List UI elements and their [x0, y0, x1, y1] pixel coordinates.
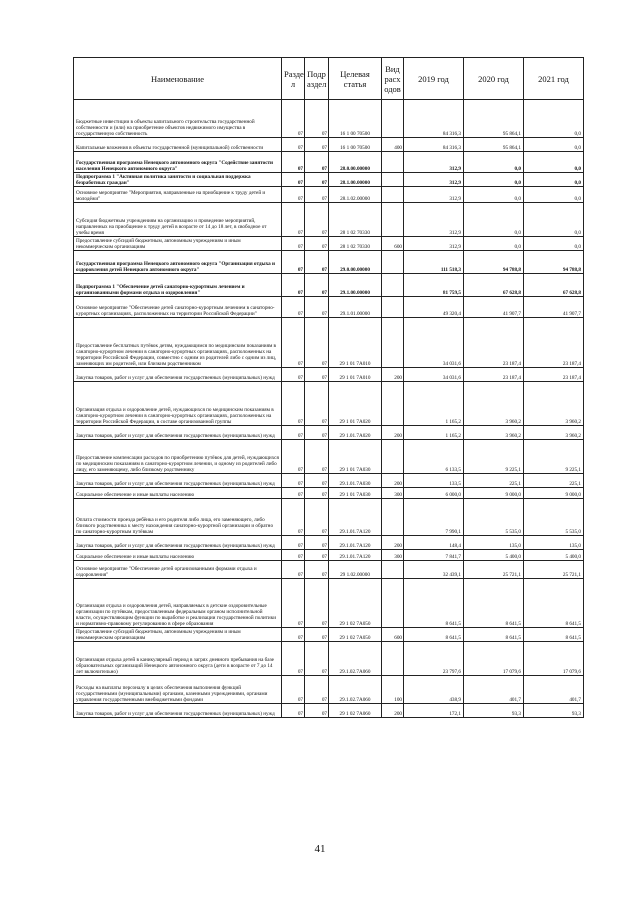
row-target-article-cell: 29 1 02 7А050 — [329, 628, 382, 642]
row-podrazdel-cell: 07 — [305, 138, 329, 152]
row-podrazdel-cell: 07 — [305, 704, 329, 718]
row-expense-type-cell: 600 — [382, 237, 404, 251]
row-year-2019-cell: 111 518,3 — [404, 251, 464, 274]
row-podrazdel-cell: 07 — [305, 561, 329, 579]
row-year-2019-cell: 84 316,3 — [404, 138, 464, 152]
table-row — [74, 704, 584, 718]
row-year-2021-cell: 93,3 — [524, 704, 584, 718]
row-year-2020-cell: 135,0 — [464, 536, 524, 550]
row-name-cell: Государственная программа Ненецкого автономного округа "Содействие занятости населения Ненецкого автономного округа" — [74, 152, 282, 173]
table-row — [74, 628, 584, 642]
table-row — [74, 579, 584, 628]
row-target-article-cell: 29.1.01.7А120 — [329, 499, 382, 536]
row-year-2019-cell: 34 031,6 — [404, 318, 464, 368]
row-expense-type-cell — [382, 251, 404, 274]
row-podrazdel-cell: 07 — [305, 488, 329, 499]
header-razdel: Разде л — [282, 58, 305, 100]
row-year-2020-cell: 3 960,2 — [464, 382, 524, 426]
row-expense-type-cell: 200 — [382, 536, 404, 550]
row-year-2021-cell: 3 960,2 — [524, 382, 584, 426]
row-year-2019-cell: 148,4 — [404, 536, 464, 550]
row-target-article-cell: 29 1.02.00000 — [329, 561, 382, 579]
row-name-cell: Бюджетные инвестиции в объекты капитального строительства государственной собственности и (или) на приобретение объектов недвижимого имущества в государственную собственность — [74, 100, 282, 138]
row-expense-type-cell: 100 — [382, 676, 404, 704]
row-target-article-cell: 28.1.02.00000 — [329, 187, 382, 203]
row-name-cell: Предоставление субсидий бюджетным, автономным учреждениям и иным некоммерческим организациям — [74, 237, 282, 251]
row-podrazdel-cell: 07 — [305, 642, 329, 676]
row-target-article-cell: 29 1 01 7А010 — [329, 318, 382, 368]
row-year-2020-cell: 0,0 — [464, 187, 524, 203]
row-podrazdel-cell: 07 — [305, 382, 329, 426]
row-year-2020-cell: 25 721,1 — [464, 561, 524, 579]
row-podrazdel-cell: 07 — [305, 426, 329, 440]
row-name-cell: Организация отдыха детей в каникулярный период в загрях дневного пребывания на базе образовательных организаций Ненецкого автономного округа (дети в возрасте от 7 до 14 лет включительно) — [74, 642, 282, 676]
row-target-article-cell: 29 1 01 7А020 — [329, 382, 382, 426]
row-year-2021-cell: 0,0 — [524, 173, 584, 187]
row-name-cell: Основное мероприятие "Мероприятия, направленные на приобщение к труду детей и молодёжи" — [74, 187, 282, 203]
row-target-article-cell: 29.1.01.7А120 — [329, 550, 382, 561]
table-row — [74, 499, 584, 536]
table-row — [74, 152, 584, 173]
row-razdel-cell: 07 — [282, 426, 305, 440]
row-year-2021-cell: 8 641,5 — [524, 579, 584, 628]
row-target-article-cell: 29 1 01 7А030 — [329, 440, 382, 474]
row-podrazdel-cell: 07 — [305, 274, 329, 297]
row-target-article-cell: 29.1.01.7А030 — [329, 474, 382, 488]
row-target-article-cell: 29 1 01 7А010 — [329, 368, 382, 382]
row-expense-type-cell: 400 — [382, 138, 404, 152]
table-body — [74, 100, 584, 718]
row-target-article-cell: 29 1.01.7А020 — [329, 426, 382, 440]
row-year-2021-cell: 9 000,0 — [524, 488, 584, 499]
row-podrazdel-cell: 07 — [305, 152, 329, 173]
header-podrazdel: Подр аздел — [305, 58, 329, 100]
row-year-2020-cell: 0,0 — [464, 152, 524, 173]
table-row — [74, 297, 584, 318]
row-name-cell: Социальное обеспечение и иные выплаты населению — [74, 550, 282, 561]
row-razdel-cell: 07 — [282, 187, 305, 203]
row-podrazdel-cell: 07 — [305, 318, 329, 368]
row-name-cell: Закупка товаров, работ и услуг для обеспечения государственных (муниципальных) нужд — [74, 426, 282, 440]
row-year-2021-cell: 67 628,8 — [524, 274, 584, 297]
row-razdel-cell: 07 — [282, 297, 305, 318]
budget-table-sheet — [73, 57, 583, 718]
row-target-article-cell: 28.0.00.00000 — [329, 152, 382, 173]
row-razdel-cell: 07 — [282, 173, 305, 187]
row-year-2019-cell: 6 133,5 — [404, 440, 464, 474]
table-row — [74, 274, 584, 297]
table-row — [74, 318, 584, 368]
row-podrazdel-cell: 07 — [305, 187, 329, 203]
row-name-cell: Закупка товаров, работ и услуг для обеспечения государственных (муниципальных) нужд — [74, 474, 282, 488]
row-target-article-cell: 16 1 00 70500 — [329, 100, 382, 138]
row-year-2020-cell: 8 641,5 — [464, 579, 524, 628]
row-name-cell: Расходы на выплаты персоналу в целях обеспечения выполнения функций государственными (муниципальными) органами, казенными учреждениями, органами управления государственными внебюджетными фондами — [74, 676, 282, 704]
row-year-2020-cell: 95 864,1 — [464, 138, 524, 152]
table-header-row — [74, 58, 584, 100]
row-podrazdel-cell: 07 — [305, 536, 329, 550]
budget-table — [73, 57, 584, 718]
row-expense-type-cell — [382, 579, 404, 628]
row-year-2019-cell: 312,9 — [404, 187, 464, 203]
row-name-cell: Закупка товаров, работ и услуг для обеспечения государственных (муниципальных) нужд — [74, 536, 282, 550]
row-razdel-cell: 07 — [282, 628, 305, 642]
row-target-article-cell: 29.0.00.00000 — [329, 251, 382, 274]
row-podrazdel-cell: 07 — [305, 173, 329, 187]
row-year-2021-cell: 225,1 — [524, 474, 584, 488]
row-year-2020-cell: 0,0 — [464, 173, 524, 187]
row-razdel-cell: 07 — [282, 100, 305, 138]
row-podrazdel-cell: 07 — [305, 297, 329, 318]
page-number: 41 — [314, 843, 326, 855]
row-year-2021-cell: 0,0 — [524, 138, 584, 152]
row-target-article-cell: 29.1.02.7А060 — [329, 642, 382, 676]
row-name-cell: Социальное обеспечение и иные выплаты населению — [74, 488, 282, 499]
row-expense-type-cell — [382, 100, 404, 138]
header-name: Наименование — [74, 58, 282, 100]
row-name-cell: Субсидия бюджетным учреждениям на организацию и проведение мероприятий, направленных на приобщение к труду детей в возрасте от 14 до 18 лет, в свободное от учебы время — [74, 203, 282, 237]
header-target-article: Целевая статья — [329, 58, 382, 100]
row-year-2020-cell: 225,1 — [464, 474, 524, 488]
row-year-2019-cell: 8 641,5 — [404, 628, 464, 642]
table-row — [74, 203, 584, 237]
row-name-cell: Закупка товаров, работ и услуг для обеспечения государственных (муниципальных) нужд — [74, 704, 282, 718]
row-year-2020-cell: 23 187,4 — [464, 368, 524, 382]
row-target-article-cell: 29 1 02 7А060 — [329, 704, 382, 718]
row-name-cell: Организация отдыха и оздоровления детей, направляемых в детские оздоровительные организации по путёвкам, предоставленным федеральным органом исполнительной власти, осуществляющим функции по выработке и реализации государственной политики и нормативно-правовому регулированию в сфере образования — [74, 579, 282, 628]
row-target-article-cell: 28 1 02 70330 — [329, 203, 382, 237]
row-razdel-cell: 07 — [282, 237, 305, 251]
row-year-2019-cell: 438,9 — [404, 676, 464, 704]
table-row — [74, 550, 584, 561]
row-year-2021-cell: 94 788,8 — [524, 251, 584, 274]
row-expense-type-cell — [382, 152, 404, 173]
row-year-2021-cell: 41 907,7 — [524, 297, 584, 318]
row-year-2019-cell: 7 990,1 — [404, 499, 464, 536]
row-expense-type-cell: 200 — [382, 426, 404, 440]
table-row — [74, 676, 584, 704]
row-year-2020-cell: 9 000,0 — [464, 488, 524, 499]
row-year-2019-cell: 6 000,0 — [404, 488, 464, 499]
row-year-2021-cell: 25 721,1 — [524, 561, 584, 579]
row-expense-type-cell — [382, 642, 404, 676]
row-target-article-cell: 28 1 02 70330 — [329, 237, 382, 251]
row-year-2019-cell: 1 165,2 — [404, 382, 464, 426]
row-expense-type-cell: 200 — [382, 368, 404, 382]
row-podrazdel-cell: 07 — [305, 251, 329, 274]
row-razdel-cell: 07 — [282, 579, 305, 628]
row-expense-type-cell: 200 — [382, 474, 404, 488]
row-year-2021-cell: 5 400,0 — [524, 550, 584, 561]
row-year-2020-cell: 401,7 — [464, 676, 524, 704]
table-row — [74, 536, 584, 550]
row-name-cell: Организация отдыха и оздоровление детей, нуждающихся по медицинским показаниям в санаторно-курортном лечении в санаторно-курортных организациях, расположенных на территории Российской Федерации, в составе организованной группы — [74, 382, 282, 426]
row-expense-type-cell — [382, 187, 404, 203]
row-name-cell: Предоставление субсидий бюджетным, автономным учреждениям и иным некоммерческим организациям — [74, 628, 282, 642]
row-podrazdel-cell: 07 — [305, 368, 329, 382]
row-name-cell: Подпрограмма 1 "Активная политика занятости и социальная поддержка безработных граждан" — [74, 173, 282, 187]
row-year-2019-cell: 133,5 — [404, 474, 464, 488]
row-year-2019-cell: 1 165,2 — [404, 426, 464, 440]
row-year-2021-cell: 0,0 — [524, 187, 584, 203]
table-row — [74, 488, 584, 499]
row-razdel-cell: 07 — [282, 704, 305, 718]
row-year-2019-cell: 34 031,6 — [404, 368, 464, 382]
row-year-2021-cell: 5 535,0 — [524, 499, 584, 536]
table-row — [74, 474, 584, 488]
row-target-article-cell: 29.1.00.00000 — [329, 274, 382, 297]
row-year-2019-cell: 172,1 — [404, 704, 464, 718]
row-name-cell: Закупка товаров, работ и услуг для обеспечения государственных (муниципальных) нужд — [74, 368, 282, 382]
row-target-article-cell: 29.1.02.7А060 — [329, 676, 382, 704]
row-year-2020-cell: 9 225,1 — [464, 440, 524, 474]
row-expense-type-cell — [382, 440, 404, 474]
row-year-2021-cell: 17 079,6 — [524, 642, 584, 676]
row-year-2020-cell: 5 535,0 — [464, 499, 524, 536]
row-expense-type-cell — [382, 203, 404, 237]
table-row — [74, 561, 584, 579]
row-target-article-cell: 28.1.00.00000 — [329, 173, 382, 187]
row-year-2021-cell: 9 225,1 — [524, 440, 584, 474]
row-expense-type-cell: 600 — [382, 628, 404, 642]
row-year-2020-cell: 3 960,2 — [464, 426, 524, 440]
row-podrazdel-cell: 07 — [305, 440, 329, 474]
row-podrazdel-cell: 07 — [305, 550, 329, 561]
row-expense-type-cell: 300 — [382, 488, 404, 499]
row-target-article-cell: 29.1.01.7А120 — [329, 536, 382, 550]
row-podrazdel-cell: 07 — [305, 676, 329, 704]
row-razdel-cell: 07 — [282, 152, 305, 173]
row-year-2019-cell: 312,9 — [404, 237, 464, 251]
row-razdel-cell: 07 — [282, 318, 305, 368]
row-name-cell: Основное мероприятие "Обеспечение детей организованными формами отдыха и оздоровления" — [74, 561, 282, 579]
table-row — [74, 100, 584, 138]
row-year-2020-cell: 0,0 — [464, 203, 524, 237]
row-year-2020-cell: 94 788,8 — [464, 251, 524, 274]
header-year-2021: 2021 год — [524, 58, 584, 100]
row-razdel-cell: 07 — [282, 251, 305, 274]
row-razdel-cell: 07 — [282, 536, 305, 550]
row-year-2019-cell: 8 641,5 — [404, 579, 464, 628]
row-target-article-cell: 29.1.01.00000 — [329, 297, 382, 318]
row-year-2021-cell: 0,0 — [524, 100, 584, 138]
header-year-2020: 2020 год — [464, 58, 524, 100]
row-year-2020-cell: 5 400,0 — [464, 550, 524, 561]
row-year-2019-cell: 81 759,5 — [404, 274, 464, 297]
row-razdel-cell: 07 — [282, 550, 305, 561]
row-year-2020-cell: 67 628,8 — [464, 274, 524, 297]
table-row — [74, 251, 584, 274]
row-razdel-cell: 07 — [282, 382, 305, 426]
row-expense-type-cell — [382, 499, 404, 536]
row-year-2019-cell: 312,9 — [404, 152, 464, 173]
row-razdel-cell: 07 — [282, 368, 305, 382]
row-razdel-cell: 07 — [282, 499, 305, 536]
row-expense-type-cell: 300 — [382, 550, 404, 561]
row-name-cell: Предоставление компенсации расходов по приобретению путёвок для детей, нуждающихся по медицинским показаниям в санаторно-курортном лечении, и одному из родителей либо лицу, его заменяющему, либо близкому родственнику — [74, 440, 282, 474]
row-year-2021-cell: 0,0 — [524, 237, 584, 251]
row-year-2020-cell: 17 079,6 — [464, 642, 524, 676]
row-year-2019-cell: 49 320,4 — [404, 297, 464, 318]
row-name-cell: Основное мероприятие "Обеспечение детей санаторно-курортным лечением в санаторно-курортных организациях, расположенных на территории Российской Федерации" — [74, 297, 282, 318]
row-razdel-cell: 07 — [282, 474, 305, 488]
row-podrazdel-cell: 07 — [305, 203, 329, 237]
row-year-2019-cell: 84 316,3 — [404, 100, 464, 138]
row-year-2021-cell: 0,0 — [524, 152, 584, 173]
row-razdel-cell: 07 — [282, 488, 305, 499]
row-year-2021-cell: 3 960,2 — [524, 426, 584, 440]
row-podrazdel-cell: 07 — [305, 237, 329, 251]
row-year-2021-cell: 23 187,4 — [524, 318, 584, 368]
row-year-2019-cell: 312,9 — [404, 173, 464, 187]
row-year-2020-cell: 8 641,5 — [464, 628, 524, 642]
row-year-2021-cell: 0,0 — [524, 203, 584, 237]
row-year-2021-cell: 135,0 — [524, 536, 584, 550]
row-year-2021-cell: 23 187,4 — [524, 368, 584, 382]
row-target-article-cell: 16 1 00 70500 — [329, 138, 382, 152]
table-row — [74, 642, 584, 676]
row-razdel-cell: 07 — [282, 440, 305, 474]
row-name-cell: Капитальные вложения в объекты государственной (муниципальной) собственности — [74, 138, 282, 152]
row-expense-type-cell — [382, 274, 404, 297]
row-podrazdel-cell: 07 — [305, 628, 329, 642]
row-podrazdel-cell: 07 — [305, 579, 329, 628]
row-year-2020-cell: 41 907,7 — [464, 297, 524, 318]
table-row — [74, 440, 584, 474]
row-year-2019-cell: 7 841,7 — [404, 550, 464, 561]
row-podrazdel-cell: 07 — [305, 474, 329, 488]
row-year-2020-cell: 0,0 — [464, 237, 524, 251]
row-expense-type-cell — [382, 318, 404, 368]
row-year-2021-cell: 8 641,5 — [524, 628, 584, 642]
row-podrazdel-cell: 07 — [305, 499, 329, 536]
row-name-cell: Предоставление бесплатных путёвок детям, нуждающимся по медицинским показаниям в санаторно-курортном лечении в санаторно-курортных организациях, расположенных на территории Российской Федерации, совместно с одним из родителей либо с одним из лиц, заменяющих им родителей, или близким родственником — [74, 318, 282, 368]
table-row — [74, 237, 584, 251]
row-year-2021-cell: 401,7 — [524, 676, 584, 704]
table-row — [74, 138, 584, 152]
row-razdel-cell: 07 — [282, 274, 305, 297]
row-expense-type-cell — [382, 297, 404, 318]
header-year-2019: 2019 год — [404, 58, 464, 100]
row-expense-type-cell — [382, 382, 404, 426]
row-year-2019-cell: 32 439,1 — [404, 561, 464, 579]
row-year-2020-cell: 93,3 — [464, 704, 524, 718]
row-year-2019-cell: 312,9 — [404, 203, 464, 237]
row-target-article-cell: 29 1 02 7А050 — [329, 579, 382, 628]
header-expense-type: Вид расх одов — [382, 58, 404, 100]
table-row — [74, 426, 584, 440]
row-razdel-cell: 07 — [282, 138, 305, 152]
table-row — [74, 187, 584, 203]
row-razdel-cell: 07 — [282, 203, 305, 237]
row-razdel-cell: 07 — [282, 642, 305, 676]
row-year-2019-cell: 23 797,6 — [404, 642, 464, 676]
row-expense-type-cell — [382, 561, 404, 579]
row-name-cell: Подпрограмма 1 "Обеспечение детей санаторно-курортным лечением и организованными формами отдыха и оздоровления" — [74, 274, 282, 297]
row-expense-type-cell — [382, 173, 404, 187]
table-row — [74, 173, 584, 187]
table-row — [74, 368, 584, 382]
row-expense-type-cell: 200 — [382, 704, 404, 718]
row-podrazdel-cell: 07 — [305, 100, 329, 138]
row-razdel-cell: 07 — [282, 561, 305, 579]
table-row — [74, 382, 584, 426]
row-target-article-cell: 29 1 01 7А030 — [329, 488, 382, 499]
row-name-cell: Государственная программа Ненецкого автономного округа "Организация отдыха и оздоровления детей Ненецкого автономного округа" — [74, 251, 282, 274]
row-name-cell: Оплата стоимости проезда ребёнка и его родителя либо лица, его заменяющего, либо близкого родственника к месту нахождения санаторно-курортной организации и обратно по санаторно-курортным путёвкам — [74, 499, 282, 536]
row-year-2020-cell: 95 864,1 — [464, 100, 524, 138]
row-year-2020-cell: 23 187,4 — [464, 318, 524, 368]
row-razdel-cell: 07 — [282, 676, 305, 704]
